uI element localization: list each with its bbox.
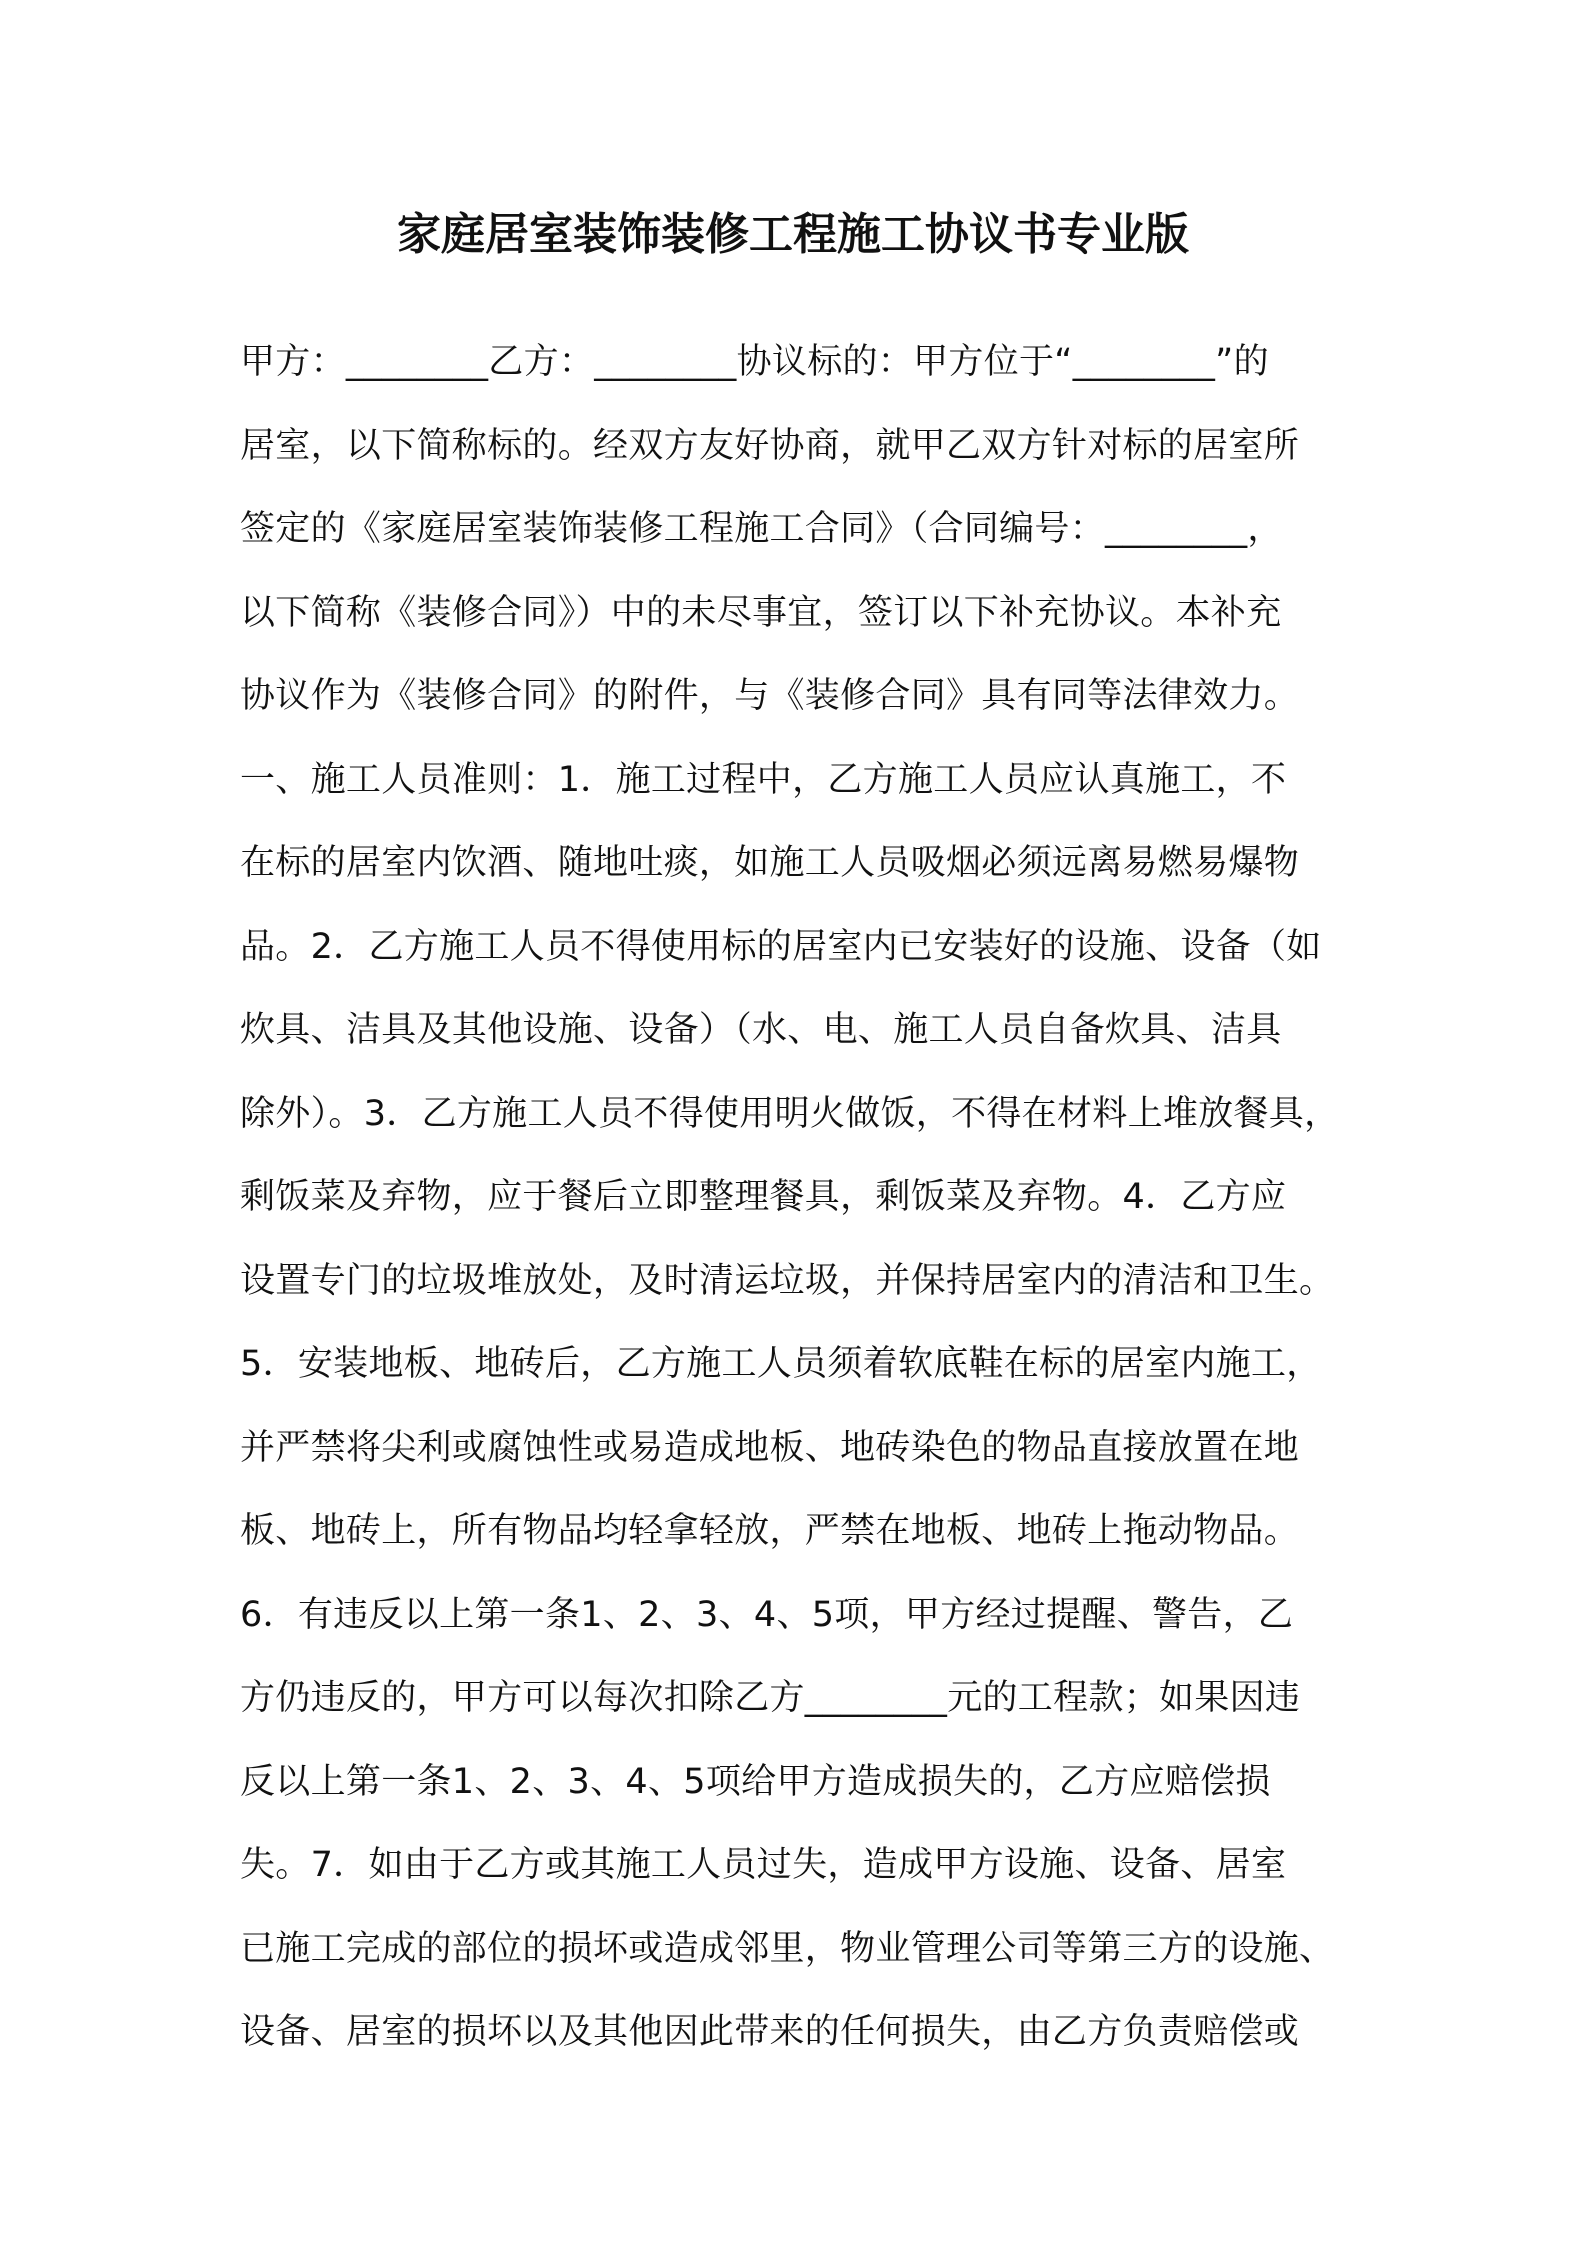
body-line: 设置专门的垃圾堆放处，及时清运垃圾，并保持居室内的清洁和卫生。 [240, 1260, 1335, 1301]
body-line: 剩饭菜及弃物，应于餐后立即整理餐具，剩饭菜及弃物。4．乙方应 [240, 1177, 1287, 1217]
body-line: 方仍违反的，甲方可以每次扣除乙方________元的工程款；如果因违 [240, 1678, 1301, 1718]
body-line: 除外）。3．乙方施工人员不得使用明火做饭，不得在材料上堆放餐具， [240, 1093, 1340, 1134]
body-line: 已施工完成的部位的损坏或造成邻里，物业管理公司等第三方的设施、 [240, 1928, 1335, 1969]
document-body [240, 332, 1390, 2086]
body-line: 签定的《家庭居室装饰装修工程施工合同》（合同编号：________， [240, 509, 1283, 549]
body-line: 炊具、洁具及其他设施、设备）（水、电、施工人员自备炊具、洁具 [240, 1010, 1282, 1050]
body-line: 在标的居室内饮酒、随地吐痰，如施工人员吸烟必须远离易燃易爆物 [240, 843, 1300, 883]
body-line: 品。2．乙方施工人员不得使用标的居室内已安装好的设施、设备（如 [240, 926, 1322, 967]
body-line: 设备、居室的损坏以及其他因此带来的任何损失，由乙方负责赔偿或 [240, 2012, 1300, 2052]
body-line: 反以上第一条1、2、3、4、5项给甲方造成损失的，乙方应赔偿损 [240, 1761, 1271, 1802]
body-line: 甲方：________乙方：________协议标的：甲方位于“________”的 [240, 342, 1269, 382]
body-line: 一、施工人员准则：1．施工过程中，乙方施工人员应认真施工，不 [240, 759, 1287, 800]
body-line: 失。7．如由于乙方或其施工人员过失，造成甲方设施、设备、居室 [240, 1845, 1287, 1885]
body-line: 以下简称《装修合同》）中的未尽事宜，签订以下补充协议。本补充 [240, 592, 1282, 633]
body-line: 6．有违反以上第一条1、2、3、4、5项，甲方经过提醒、警告，乙 [240, 1594, 1294, 1635]
document-title: 家庭居室装饰装修工程施工协议书专业版 [397, 209, 1189, 260]
body-line: 并严禁将尖利或腐蚀性或易造成地板、地砖染色的物品直接放置在地 [240, 1427, 1300, 1468]
body-line: 板、地砖上，所有物品均轻拿轻放，严禁在地板、地砖上拖动物品。 [240, 1511, 1300, 1551]
body-line: 5．安装地板、地砖后，乙方施工人员须着软底鞋在标的居室内施工， [240, 1344, 1322, 1384]
body-line: 居室，以下简称标的。经双方友好协商，就甲乙双方针对标的居室所 [240, 425, 1300, 466]
body-line: 协议作为《装修合同》的附件，与《装修合同》具有同等法律效力。 [240, 676, 1300, 716]
